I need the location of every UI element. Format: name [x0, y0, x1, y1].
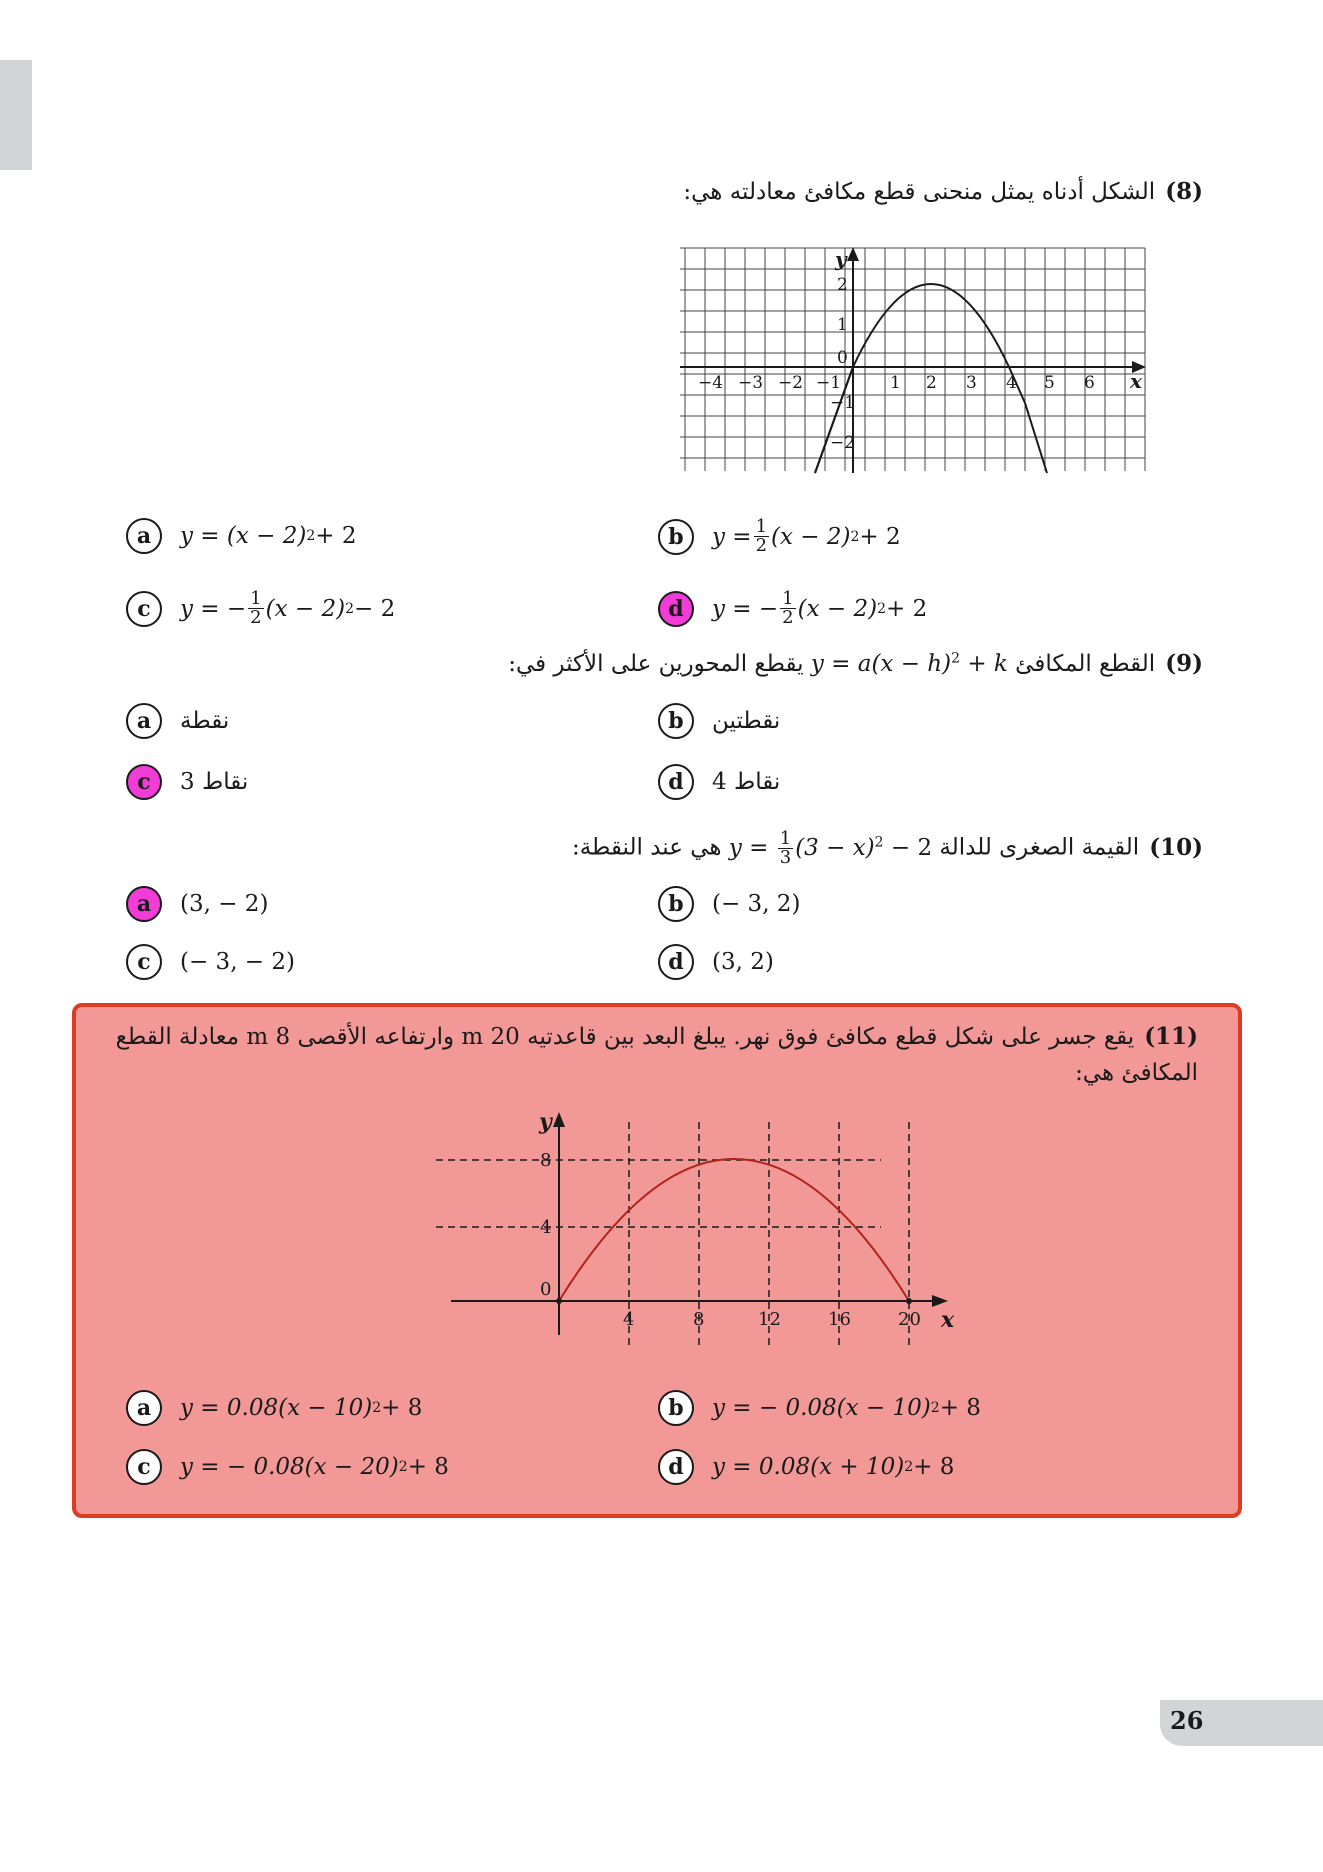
q8-x-tick: 2: [926, 373, 937, 393]
q11-x-arrow: [932, 1295, 948, 1307]
q11-option-a[interactable]: [126, 1390, 422, 1426]
eq-pre: y = a(x − h): [810, 651, 952, 677]
option-eq-pre: y = 0.08(x − 10): [180, 1395, 373, 1421]
q8-x-tick: 5: [1044, 373, 1055, 393]
q8-x-tick: −1: [816, 373, 842, 393]
option-text: 4 نقاط: [712, 769, 781, 795]
q8-y-arrow: [847, 247, 859, 261]
q11-point-end: [906, 1298, 912, 1304]
q9-option-d[interactable]: [658, 764, 780, 800]
option-eq-exp: 2: [306, 528, 316, 544]
option-letter-selected: d: [658, 591, 694, 627]
q8-option-a[interactable]: [126, 518, 356, 554]
q11-graph: [436, 1107, 976, 1347]
eq-exp: 2: [951, 650, 961, 667]
option-eq-exp: 2: [372, 1400, 382, 1416]
option-eq-post: + 8: [407, 1454, 449, 1480]
question-8-text: الشكل أدناه يمثل منحنى قطع مكافئ معادلته هي:: [683, 179, 1156, 205]
option-text: نقطة: [180, 708, 230, 734]
option-letter: b: [658, 703, 694, 739]
q8-axes: [680, 255, 1138, 473]
fraction-num: 1: [782, 588, 794, 609]
q8-option-b[interactable]: [658, 518, 901, 555]
q8-y-tick: 0: [837, 348, 848, 368]
option-letter-selected: a: [126, 886, 162, 922]
fraction-num: 1: [779, 828, 792, 849]
q10-option-b[interactable]: [658, 886, 800, 922]
option-letter: c: [126, 591, 162, 627]
option-letter: b: [658, 519, 694, 555]
eq-post: − 2: [883, 834, 933, 861]
fraction-num: 1: [755, 516, 768, 537]
q8-y-label: y: [835, 247, 847, 271]
fraction-den: 2: [755, 535, 768, 556]
side-tab: [0, 60, 32, 170]
option-letter: d: [658, 944, 694, 980]
question-10-equation: [728, 828, 933, 868]
option-eq-exp: 2: [850, 528, 860, 545]
option-eq-post: + 2: [886, 595, 928, 622]
option-eq-exp: 2: [345, 600, 354, 617]
option-text: (− 3, − 2): [180, 949, 295, 975]
q11-option-c[interactable]: [126, 1449, 449, 1485]
question-10-number: (10): [1149, 833, 1203, 861]
option-letter: c: [126, 944, 162, 980]
option-eq-mid: (x − 2): [797, 595, 878, 622]
q10-option-d[interactable]: [658, 944, 774, 980]
q10-option-c[interactable]: [126, 944, 295, 980]
option-letter: b: [658, 886, 694, 922]
q11-point-origin: [556, 1298, 562, 1304]
option-eq-mid: (x − 2): [265, 595, 346, 622]
q8-x-tick: −3: [738, 373, 764, 393]
option-eq-exp: 2: [877, 600, 886, 617]
option-eq-pre: y = − 0.08(x − 10): [712, 1395, 931, 1421]
option-fraction: [780, 590, 795, 627]
fraction-den: 3: [779, 847, 792, 868]
option-letter: a: [126, 518, 162, 554]
eq-post: + k: [960, 651, 1008, 677]
q11-x-tick: 8: [693, 1309, 705, 1330]
option-eq-post: + 8: [939, 1395, 981, 1421]
q8-x-tick: 4: [1006, 373, 1017, 393]
option-letter: b: [658, 1390, 694, 1426]
option-text: (3, 2): [712, 949, 774, 975]
fraction-den: 2: [250, 607, 262, 628]
q11-parabola: [559, 1159, 909, 1301]
question-10-text-after: هي عند النقطة:: [571, 834, 729, 861]
option-eq-post: + 2: [315, 523, 357, 549]
option-text: (3, − 2): [180, 891, 269, 917]
q9-option-b[interactable]: [658, 703, 780, 739]
option-text: (− 3, 2): [712, 891, 801, 917]
eq-exp: 2: [874, 833, 884, 850]
question-9-text-before: القطع المكافئ: [1007, 651, 1156, 677]
q11-y-tick: 4: [540, 1217, 552, 1238]
option-eq-pre: y = 0.08(x + 10): [712, 1454, 905, 1480]
question-10: [572, 830, 1203, 867]
q11-y-tick: 0: [540, 1279, 552, 1300]
fraction-den: 2: [782, 607, 794, 628]
q11-y-label: y: [539, 1109, 552, 1135]
q8-x-tick: −4: [698, 373, 724, 393]
q8-x-tick: 3: [966, 373, 977, 393]
option-letter: c: [126, 1449, 162, 1485]
question-8: [683, 178, 1203, 205]
q8-x-tick: 6: [1084, 373, 1095, 393]
option-eq-mid: (x − 2): [771, 523, 851, 550]
q8-option-d[interactable]: [658, 590, 927, 627]
question-9-equation: [811, 651, 1008, 677]
q8-y-tick: 2: [837, 275, 848, 295]
q9-option-c[interactable]: [126, 764, 248, 800]
q8-x-tick: −2: [778, 373, 804, 393]
question-8-number: (8): [1165, 178, 1203, 205]
q8-x-tick: 1: [890, 373, 901, 393]
question-9-text-after: يقطع المحورين على الأكثر في:: [508, 651, 811, 677]
question-11-text: يقع جسر على شكل قطع مكافئ فوق نهر. يبلغ البعد بين قاعدتيه 20 m وارتفاعه الأقصى 8 m معادلة القطع المكافئ هي:: [115, 1024, 1198, 1086]
q8-option-c[interactable]: [126, 590, 395, 627]
option-text: نقطتين: [712, 708, 781, 734]
option-text: 3 نقاط: [180, 769, 249, 795]
q8-x-label: x: [1130, 369, 1142, 393]
page-number: 26: [1170, 1706, 1204, 1735]
option-eq-exp: 2: [398, 1459, 408, 1475]
q11-option-b[interactable]: [658, 1390, 981, 1426]
option-letter-selected: c: [126, 764, 162, 800]
option-letter: a: [126, 703, 162, 739]
fraction-num: 1: [250, 588, 262, 609]
option-eq-pre: y = − 0.08(x − 20): [180, 1454, 399, 1480]
eq-pre: y =: [728, 834, 776, 861]
option-eq-pre: y = −: [180, 595, 247, 622]
question-9-number: (9): [1165, 650, 1203, 677]
option-eq-pre: y = (x − 2): [180, 523, 307, 549]
q11-option-d[interactable]: [658, 1449, 954, 1485]
q11-x-tick: 16: [828, 1309, 851, 1330]
q11-x-tick: 4: [623, 1309, 635, 1330]
q11-axes: [451, 1122, 936, 1335]
question-11-number: (11): [1144, 1023, 1198, 1050]
option-eq-post: + 2: [859, 523, 901, 550]
option-eq-post: + 8: [381, 1395, 423, 1421]
eq-mid: (3 − x): [795, 834, 875, 861]
question-10-text-before: القيمة الصغرى للدالة: [932, 834, 1140, 861]
option-eq-exp: 2: [930, 1400, 940, 1416]
q11-y-tick: 8: [540, 1150, 552, 1171]
question-11: [68, 1019, 1198, 1091]
option-eq-post: − 2: [354, 595, 396, 622]
q11-x-tick: 12: [758, 1309, 781, 1330]
q8-y-tick: −1: [830, 393, 856, 413]
eq-fraction: [778, 830, 793, 867]
option-eq-pre: y =: [712, 523, 752, 550]
q10-option-a[interactable]: [126, 886, 268, 922]
option-fraction: [248, 590, 263, 627]
q8-graph: [680, 245, 1150, 475]
q8-y-tick: 1: [837, 315, 848, 335]
option-fraction: [754, 518, 769, 555]
option-eq-pre: y = −: [712, 595, 779, 622]
q11-x-label: x: [941, 1307, 955, 1333]
option-letter: d: [658, 764, 694, 800]
option-eq-post: + 8: [913, 1454, 955, 1480]
q9-option-a[interactable]: [126, 703, 229, 739]
q11-y-arrow: [553, 1112, 565, 1127]
option-letter: d: [658, 1449, 694, 1485]
option-eq-exp: 2: [904, 1459, 914, 1475]
question-9: [508, 650, 1203, 677]
q8-y-tick: −2: [830, 433, 856, 453]
question-11-highlight-box: [72, 1003, 1242, 1518]
q11-x-tick: 20: [898, 1309, 921, 1330]
option-letter: a: [126, 1390, 162, 1426]
